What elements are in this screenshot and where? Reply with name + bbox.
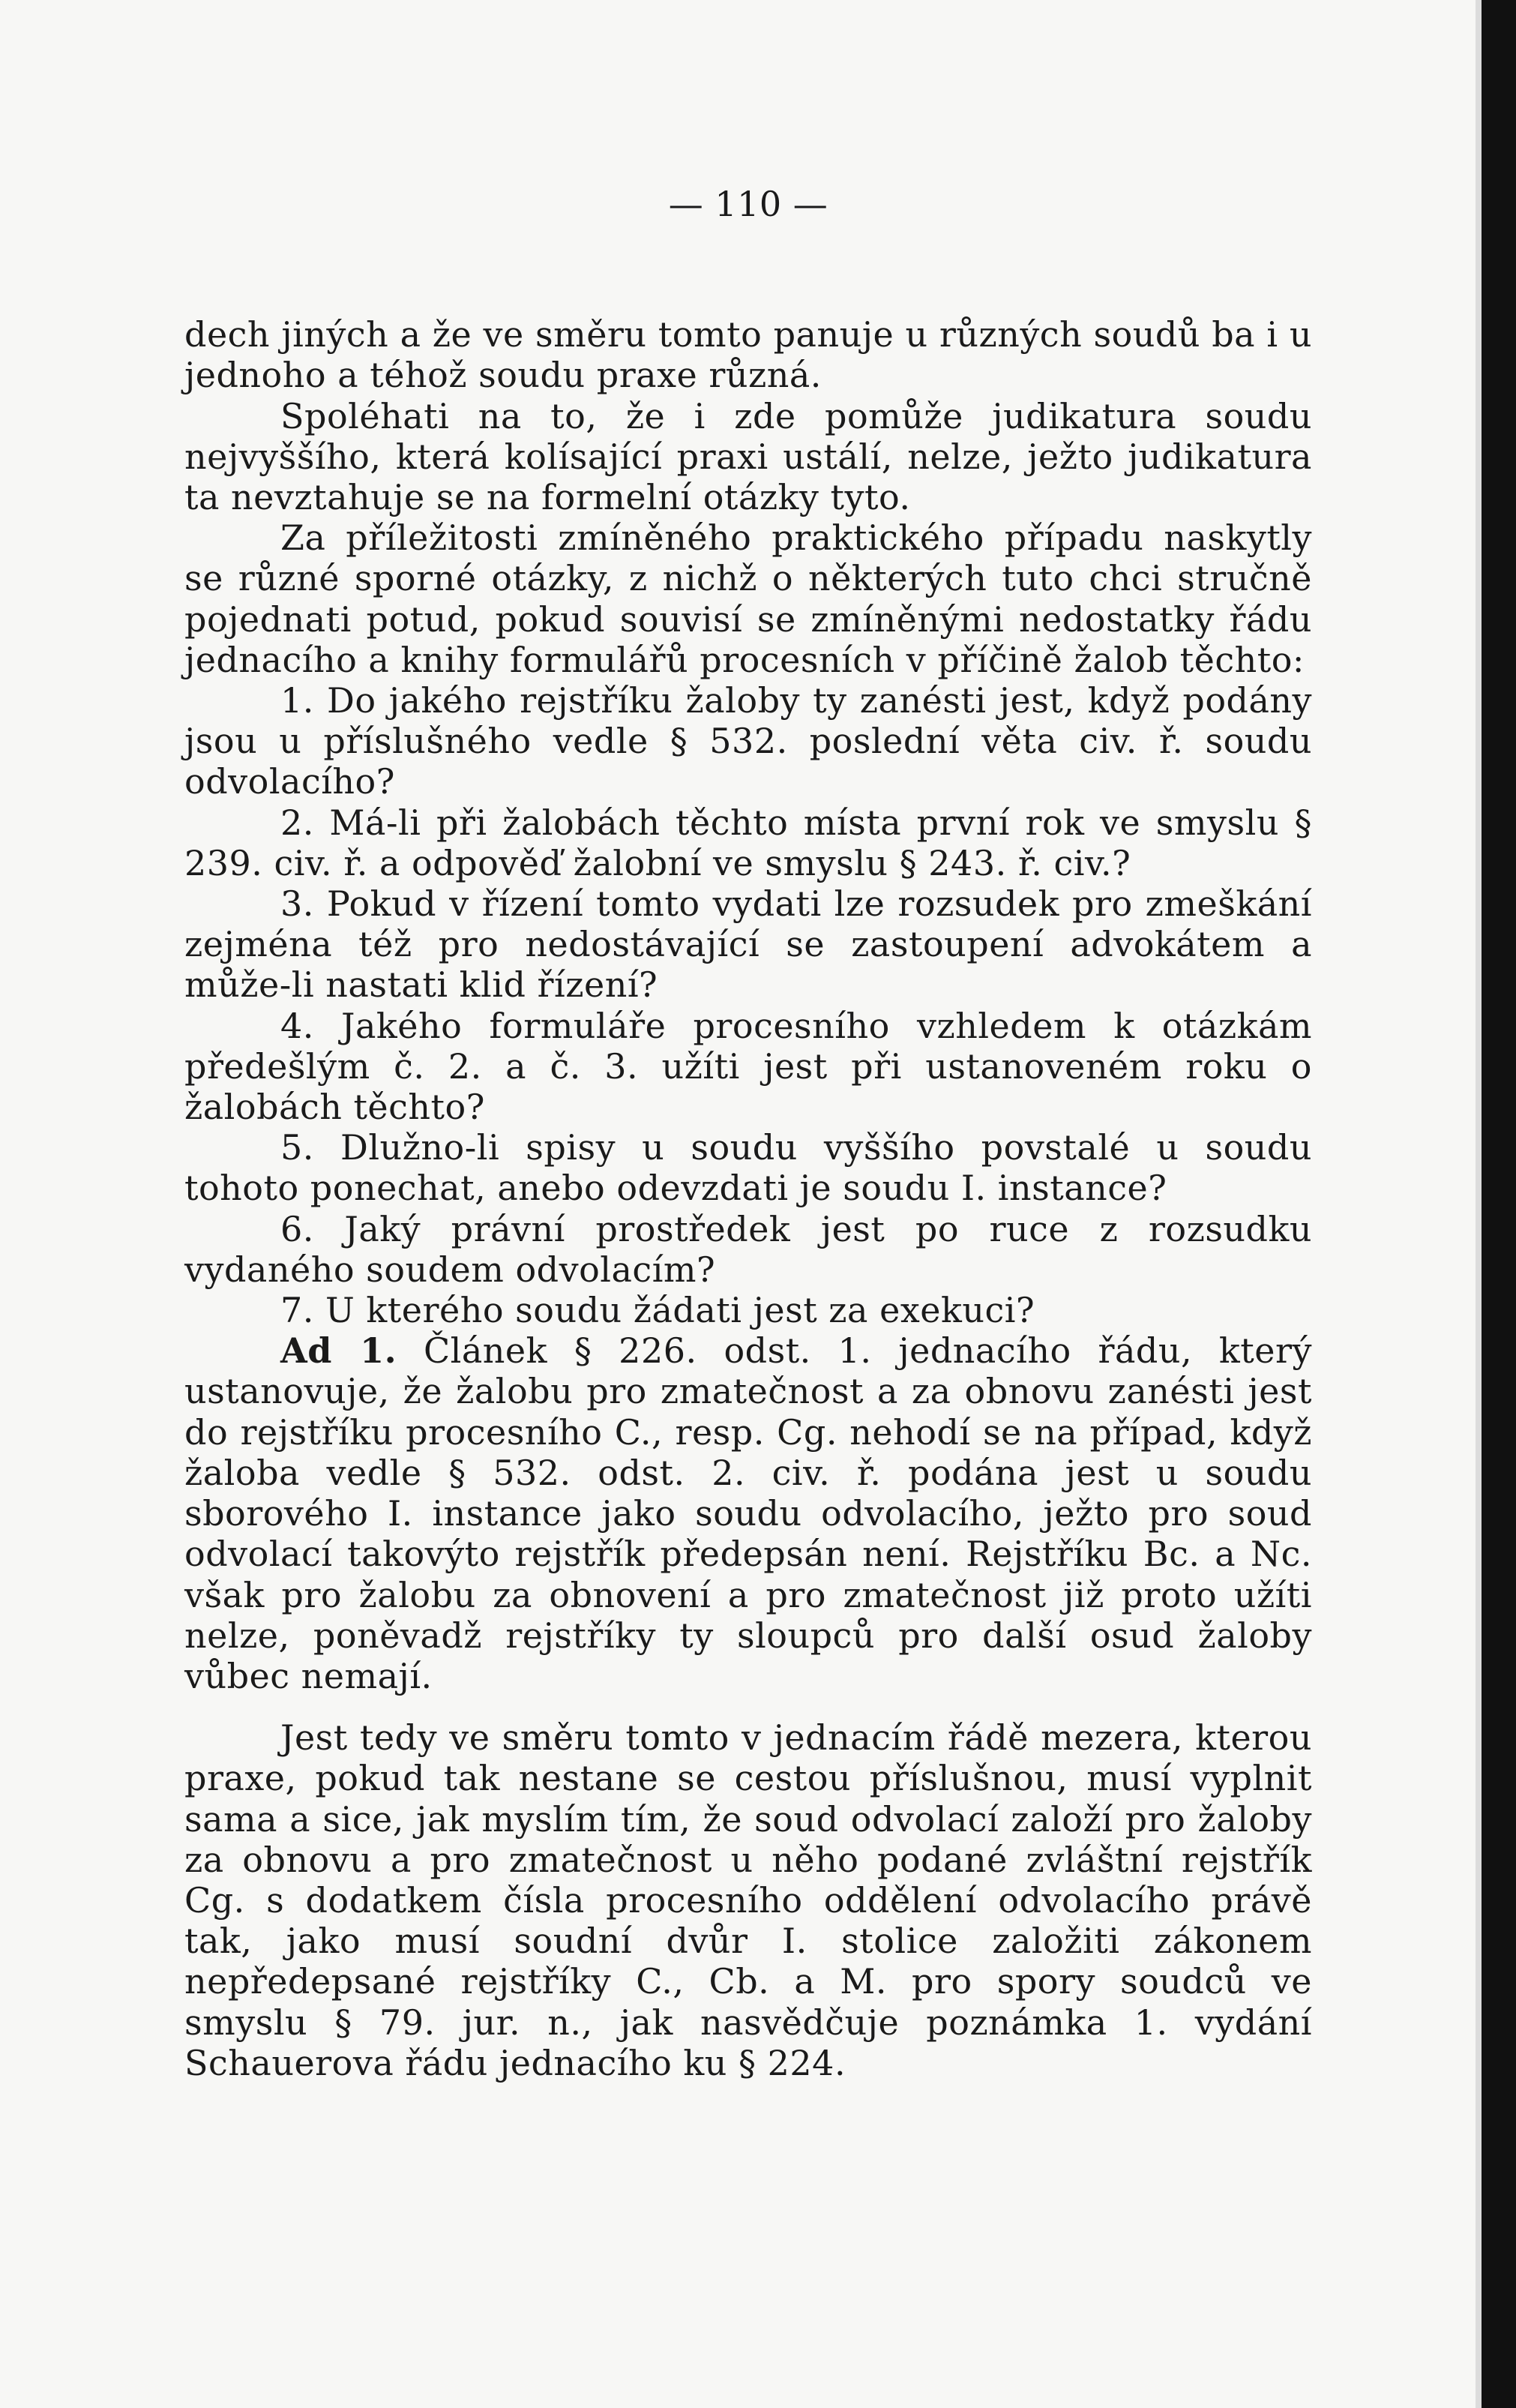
paragraph-otazky-intro: Za příležitosti zmíněného praktického případu naskytly se různé sporné otázky, z nichž o některých tuto chci stručně pojednati potud, pokud souvisí se zmíněnými nedostatky řádu jednacího a knihy formulářů procesních v příčině žalob těchto:	[184, 517, 1312, 680]
question-2: 2. Má-li při žalobách těchto místa první rok ve smyslu § 239. civ. ř. a odpověď žalobní ve smyslu § 243. ř. civ.?	[184, 802, 1312, 883]
question-3: 3. Pokud v řízení tomto vydati lze rozsudek pro zmeškání zejména též pro nedostávající se zastoupení advokátem a může-li nastati klid řízení?	[184, 883, 1312, 1006]
question-4: 4. Jakého formuláře procesního vzhledem k otázkám předešlým č. 2. a č. 3. užíti jest při ustanoveném roku o žalobách těchto?	[184, 1005, 1312, 1128]
page-content	[184, 184, 1312, 2083]
paragraph-judikatura: Spoléhati na to, že i zde pomůže judikatura soudu nejvyššího, která kolísající praxi ustálí, nelze, ježto judikatura ta nevztahuje se na formelní otázky tyto.	[184, 395, 1312, 518]
paragraph-ad-1	[184, 1330, 1312, 1696]
book-spine-edge	[1482, 0, 1516, 2408]
question-6: 6. Jaký právní prostředek jest po ruce z rozsudku vydaného soudem odvolacím?	[184, 1208, 1312, 1290]
question-7: 7. U kterého soudu žádati jest za exekuci?	[280, 1290, 1035, 1331]
page-edge-shadow	[1476, 0, 1482, 2408]
page-number: — 110 —	[668, 184, 828, 224]
paragraph-continuation: dech jiných a že ve směru tomto panuje u různých soudů ba i u jednoho a téhož soudu praxe různá.	[184, 314, 1312, 396]
question-5: 5. Dlužno-li spisy u soudu vyššího povstalé u soudu tohoto ponechat, anebo odevzdati je soudu I. instance?	[184, 1127, 1312, 1209]
paragraph-mezera: Jest tedy ve směru tomto v jednacím řádě mezera, kterou praxe, pokud tak nestane se cestou příslušnou, musí vyplnit sama a sice, jak myslím tím, že soud odvolací založí pro žaloby za obnovu a pro zmatečnost u něho podané zvláštní rejstřík Cg. s dodatkem čísla procesního oddělení odvolacího právě tak, jako musí soudní dvůr I. stolice založiti zákonem nepředepsané rejstříky C., Cb. a M. pro spory soudců ve smyslu § 79. jur. n., jak nasvědčuje poznámka 1. vydání Schauerova řádu jednacího ku § 224.	[184, 1717, 1312, 2083]
ad-1-text: Článek § 226. odst. 1. jednacího řádu, který ustanovuje, že žalobu pro zmatečnost a za obnovu zanésti jest do rejstříku procesního C., resp. Cg. nehodí se na případ, když žaloba vedle § 532. odst. 2. civ. ř. podána jest u soudu sborového I. instance jako soudu odvolacího, ježto pro soud odvolací takovýto rejstřík předepsán není. Rejstříku Bc. a Nc. však pro žalobu za obnovení a pro zmatečnost již proto užíti nelze, poněvadž rejstříky ty sloupců pro další osud žaloby vůbec nemají.	[184, 1330, 1312, 1696]
question-1: 1. Do jakého rejstříku žaloby ty zanésti jest, když podány jsou u příslušného vedle § 532. poslední věta civ. ř. soudu odvolacího?	[184, 680, 1312, 802]
ad-1-label: Ad 1.	[280, 1330, 397, 1372]
